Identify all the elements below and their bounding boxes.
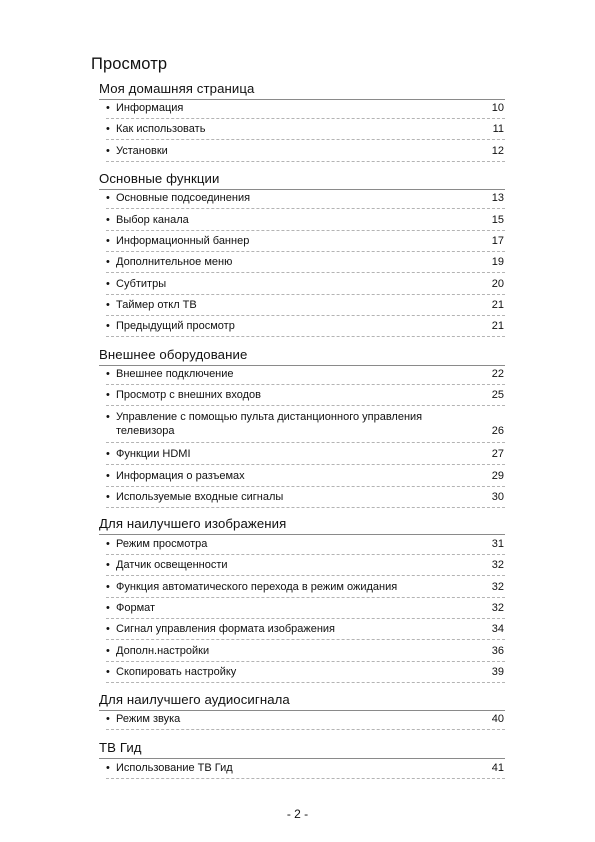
dotted-leader-line [106,208,505,209]
toc-entry-label: Субтитры [116,278,167,290]
toc-entry-label: Режим просмотра [116,538,208,550]
bullet-icon: • [106,102,110,114]
toc-entry[interactable] [106,298,505,317]
toc-entry-label: Предыдущий просмотр [116,320,235,332]
toc-entry-page: 39 [491,666,504,678]
toc-entry-page: 32 [491,602,504,614]
dotted-leader-line [106,618,505,619]
toc-entry-page: 19 [491,256,504,268]
section-divider [99,365,505,366]
toc-entry-page: 27 [491,448,504,460]
bullet-icon: • [106,256,110,268]
toc-entry[interactable] [106,234,505,253]
toc-entry-label: Внешнее подключение [116,368,234,380]
toc-entry-label: Информация [116,102,184,114]
bullet-icon: • [106,278,110,290]
dotted-leader-line [106,639,505,640]
bullet-icon: • [106,623,110,635]
toc-entry-label: Информационный баннер [116,235,250,247]
section-divider [99,710,505,711]
section-title: Для наилучшего изображения [99,516,287,531]
dotted-leader-line [106,729,505,730]
section-title: Моя домашняя страница [99,81,255,96]
toc-entry[interactable] [106,558,505,577]
bullet-icon: • [106,320,110,332]
bullet-icon: • [106,559,110,571]
toc-entry[interactable] [106,388,505,407]
toc-entry-label: Режим звука [116,713,181,725]
dotted-leader-line [106,336,505,337]
toc-entry-label: Дополн.настройки [116,645,210,657]
toc-entry-page: 13 [491,192,504,204]
toc-entry-page: 22 [491,368,504,380]
toc-entry[interactable] [106,469,505,488]
toc-entry-label: Просмотр с внешних входов [116,389,261,401]
toc-entry-label: Используемые входные сигналы [116,491,284,503]
section-title: ТВ Гид [99,740,142,755]
toc-entry-label: Сигнал управления формата изображения [116,623,336,635]
toc-entry-page: 32 [491,581,504,593]
toc-entry-page: 32 [491,559,504,571]
toc-entry-page: 15 [491,214,504,226]
toc-entry-page: 25 [491,389,504,401]
toc-entry[interactable] [106,122,505,141]
toc-entry-label: Скопировать настройку [116,666,237,678]
toc-entry-label: Дополнительное меню [116,256,233,268]
bullet-icon: • [106,666,110,678]
toc-entry-page: 11 [492,123,504,135]
toc-entry[interactable] [106,319,505,338]
bullet-icon: • [106,299,110,311]
toc-entry-page: 20 [491,278,504,290]
toc-entry[interactable] [106,622,505,641]
bullet-icon: • [106,762,110,774]
toc-entry[interactable] [106,101,505,120]
toc-entry[interactable] [106,277,505,296]
toc-entry-label: Использование ТВ Гид [116,762,233,774]
section-divider [99,99,505,100]
toc-entry[interactable] [106,144,505,163]
toc-entry[interactable] [106,490,505,509]
dotted-leader-line [106,661,505,662]
toc-entry-label: Выбор канала [116,214,189,226]
toc-entry-page: 36 [491,645,504,657]
dotted-leader-line [106,230,505,231]
bullet-icon: • [106,123,110,135]
section-title: Основные функции [99,171,220,186]
dotted-leader-line [106,597,505,598]
toc-entry-label: Таймер откл ТВ [116,299,197,311]
toc-entry-page: 29 [491,470,504,482]
section-title: Внешнее оборудование [99,347,248,362]
toc-entry-page: 21 [491,320,504,332]
toc-entry-label: Датчик освещенности [116,559,228,571]
bullet-icon: • [106,368,110,380]
dotted-leader-line [106,161,505,162]
toc-entry-page: 26 [491,425,504,437]
toc-entry[interactable] [106,191,505,210]
bullet-icon: • [106,448,110,460]
dotted-leader-line [106,118,505,119]
toc-entry[interactable] [106,410,505,444]
toc-entry[interactable] [106,761,505,780]
toc-entry-label: Как использовать [116,123,206,135]
dotted-leader-line [106,778,505,779]
section-title: Для наилучшего аудиосигнала [99,692,290,707]
dotted-leader-line [106,294,505,295]
bullet-icon: • [106,713,110,725]
toc-entry[interactable] [106,580,505,599]
bullet-icon: • [106,645,110,657]
toc-entry[interactable] [106,665,505,684]
toc-entry-page: 41 [491,762,504,774]
section-divider [99,189,505,190]
bullet-icon: • [106,470,110,482]
toc-entry-label: Формат [116,602,156,614]
toc-entry[interactable] [106,255,505,274]
dotted-leader-line [106,272,505,273]
dotted-leader-line [106,384,505,385]
dotted-leader-line [106,682,505,683]
bullet-icon: • [106,389,110,401]
bullet-icon: • [106,538,110,550]
toc-entry-label: Установки [116,145,168,157]
toc-entry-label: Функция автоматического перехода в режим ожидания [116,581,398,593]
toc-entry[interactable] [106,213,505,232]
toc-entry[interactable] [106,537,505,556]
dotted-leader-line [106,139,505,140]
page-title: Просмотр [91,55,168,73]
toc-entry-label: Функции HDMI [116,448,191,460]
bullet-icon: • [106,214,110,226]
dotted-leader-line [106,442,505,443]
bullet-icon: • [106,192,110,204]
dotted-leader-line [106,486,505,487]
toc-entry-label: Управление с помощью пульта дистанционного управления телевизора [116,411,423,437]
bullet-icon: • [106,411,110,423]
toc-entry-page: 34 [491,623,504,635]
toc-entry-page: 12 [491,145,504,157]
toc-entry-label: Основные подсоединения [116,192,251,204]
bullet-icon: • [106,581,110,593]
toc-entry-page: 31 [491,538,504,550]
bullet-icon: • [106,602,110,614]
bullet-icon: • [106,491,110,503]
toc-entry[interactable] [106,447,505,466]
toc-entry-page: 21 [491,299,504,311]
toc-entry-page: 30 [491,491,504,503]
toc-entry[interactable] [106,601,505,620]
toc-entry-page: 17 [491,235,504,247]
dotted-leader-line [106,554,505,555]
toc-entry[interactable] [106,712,505,731]
dotted-leader-line [106,575,505,576]
toc-entry[interactable] [106,644,505,663]
toc-entry-page: 40 [491,713,504,725]
page-number: - 2 - [286,807,309,821]
dotted-leader-line [106,315,505,316]
toc-entry-label: Информация о разъемах [116,470,245,482]
dotted-leader-line [106,464,505,465]
toc-entry[interactable] [106,367,505,386]
dotted-leader-line [106,507,505,508]
section-divider [99,758,505,759]
bullet-icon: • [106,235,110,247]
section-divider [99,534,505,535]
dotted-leader-line [106,251,505,252]
dotted-leader-line [106,405,505,406]
toc-entry-page: 10 [491,102,504,114]
bullet-icon: • [106,145,110,157]
